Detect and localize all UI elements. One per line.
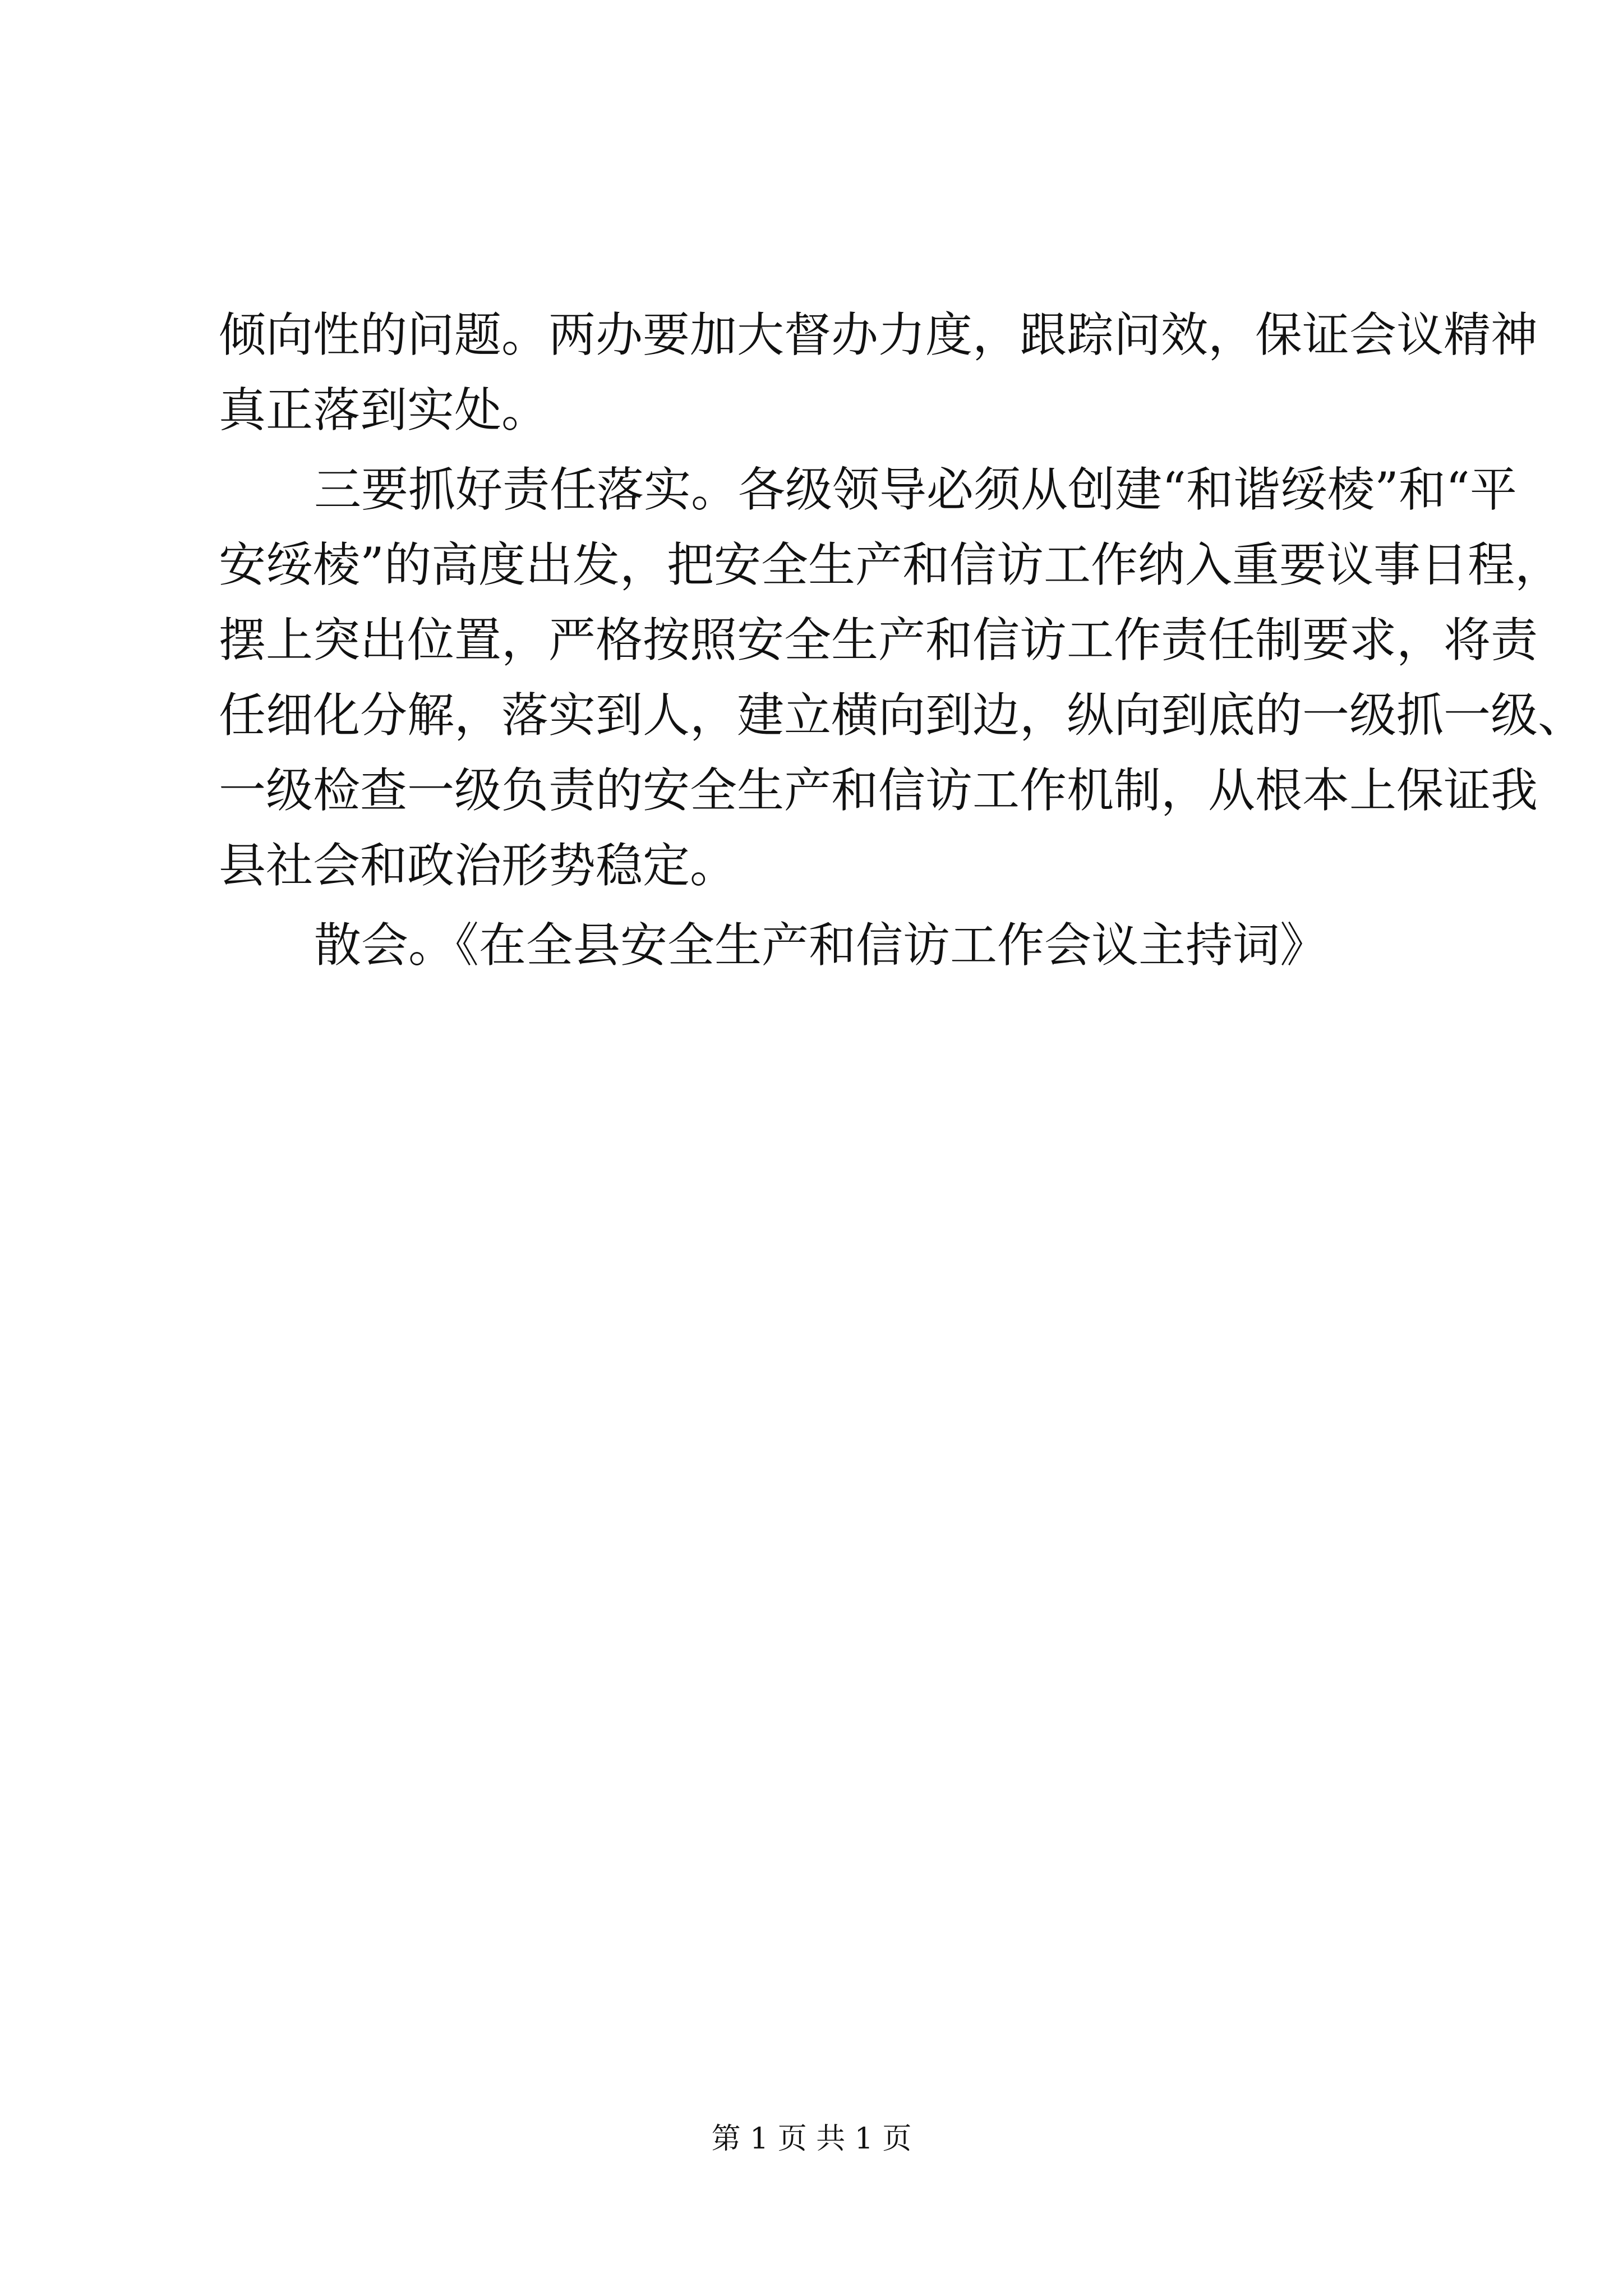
paragraph-2	[219, 452, 1585, 903]
paragraph-line: 倾向性的问题。两办要加大督办力度，跟踪问效，保证会议精神	[219, 307, 1538, 362]
paragraph-1	[219, 297, 1538, 448]
paragraph-line: 真正落到实处。	[219, 383, 549, 438]
paragraph-line: 一级检查一级负责的安全生产和信访工作机制，从根本上保证我	[219, 763, 1538, 818]
paragraph-line: 任细化分解，落实到人，建立横向到边，纵向到底的一级抓一级、	[219, 688, 1585, 743]
paragraph-gap	[219, 448, 1419, 452]
paragraph-3	[219, 908, 1419, 983]
page-footer: 第 1 页 共 1 页	[711, 2122, 912, 2156]
paragraph-gap	[219, 903, 1419, 908]
paragraph-line: 三要抓好责任落实。各级领导必须从创建“和谐绥棱”和“平	[314, 462, 1517, 517]
document-body	[219, 297, 1585, 983]
paragraph-line: 散会。《在全县安全生产和信访工作会议主持词》	[314, 918, 1327, 973]
paragraph-line: 安绥棱”的高度出发，把安全生产和信访工作纳入重要议事日程，	[219, 537, 1562, 592]
paragraph-line: 摆上突出位置，严格按照安全生产和信访工作责任制要求，将责	[219, 613, 1538, 668]
paragraph-line: 县社会和政治形势稳定。	[219, 838, 737, 893]
